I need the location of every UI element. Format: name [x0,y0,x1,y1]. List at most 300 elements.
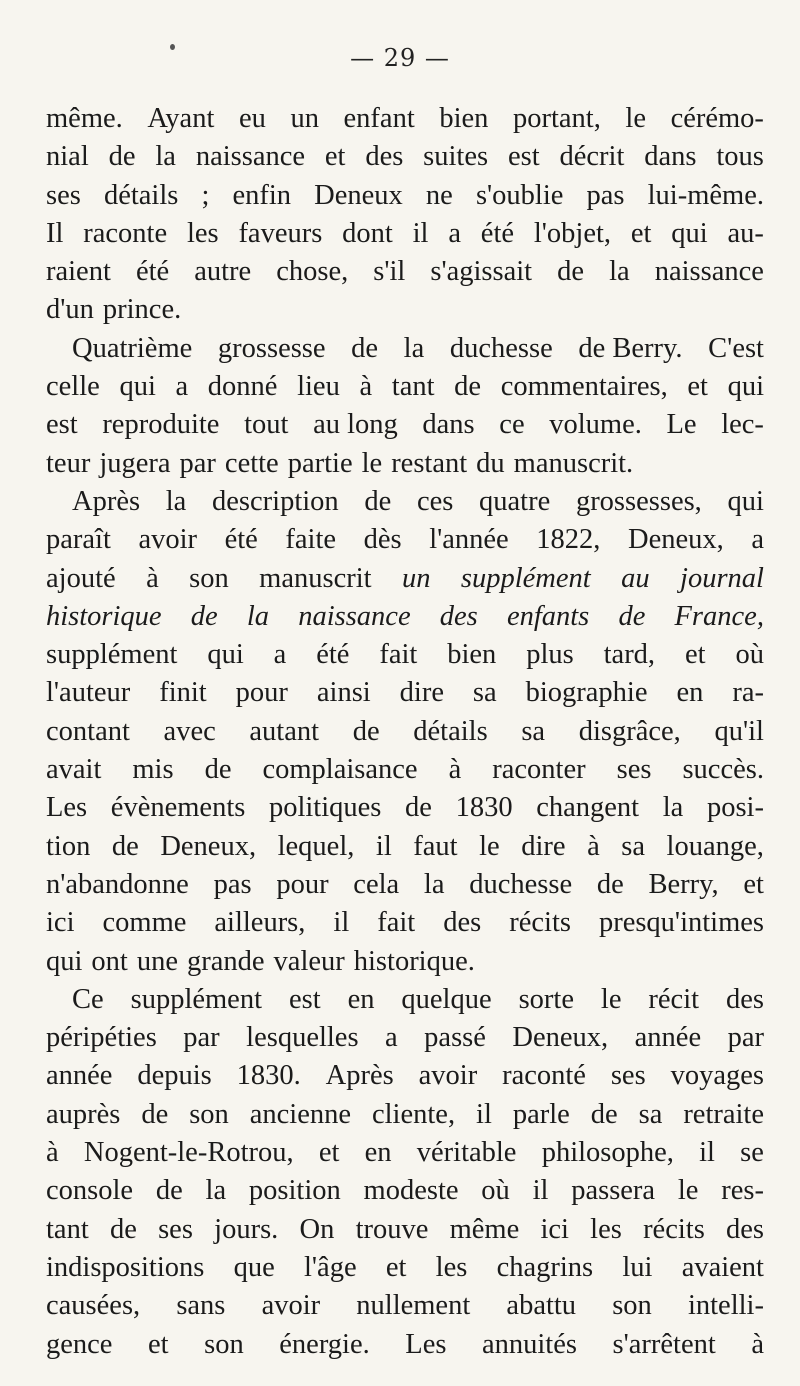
word: console [46,1175,134,1207]
word: qui [207,639,244,671]
text-line [46,1096,764,1134]
word: faut [413,830,458,862]
word: de [351,332,379,364]
word: naissance [654,256,764,288]
text-line [46,1326,764,1364]
text-line [46,368,764,406]
word: reproduite [102,409,220,441]
word: dire [521,830,566,862]
text-line [46,406,764,444]
word: fait [377,907,416,939]
word: sa [472,677,497,709]
word: ses [610,1060,646,1092]
word: donné [207,371,278,403]
word: de [364,485,392,517]
word: avoir [261,1290,321,1322]
word: de [352,715,380,747]
word: détails [103,179,179,211]
word: Nogent-le-Rotrou, [83,1137,294,1169]
word: les [435,1251,468,1283]
word: pas [586,179,625,211]
word: autant [249,715,320,747]
text-line [46,866,764,904]
word: des [365,141,404,173]
word: un [290,103,319,134]
word: où [481,1175,510,1207]
word: le [361,447,383,479]
word: quatre [479,485,551,517]
word: complaisance [262,754,418,786]
word: année [46,1060,113,1092]
word: grossesse [217,332,326,364]
word: a [448,217,461,249]
word: commentaires, [500,371,668,403]
word: manuscrit. [513,447,634,479]
word: Les [405,1328,447,1360]
word: la [662,792,684,824]
word: se [740,1137,764,1169]
word: des [726,1213,764,1245]
word: duchesse [449,332,553,364]
word: a [273,639,287,671]
word: et [630,217,652,249]
word: la [403,332,425,364]
word: d'un [46,294,94,326]
text-line [46,713,764,751]
text-line [46,291,764,329]
word: véritable [416,1137,517,1169]
word: naissance [298,600,411,632]
word: nial [46,141,89,173]
word: des [443,907,482,939]
word: s'arrêtent [612,1328,716,1360]
word: enfant [343,103,415,134]
word: celle [46,371,100,403]
word: qui [119,371,156,403]
word: auprès [46,1098,121,1130]
word: politiques [268,792,382,824]
word: sa [521,715,546,747]
word: voyages [670,1060,764,1092]
word: raconté [502,1060,586,1092]
word: Après [72,485,141,517]
word: les [186,217,219,249]
word: de [190,600,218,632]
word: et [684,639,706,671]
text-line [46,215,764,253]
word: a [385,1022,398,1054]
word: chose, [276,256,349,288]
word: dont [342,217,393,249]
word: passera [571,1175,656,1207]
word: Le [666,409,697,441]
word: lui [622,1251,653,1283]
word: de Berry. [578,332,683,364]
text-line [46,751,764,789]
text-line [46,138,764,176]
text-line [46,981,764,1019]
word: par [179,447,216,479]
word: fait [379,639,418,671]
word: récit [648,983,700,1015]
word: à [587,830,600,862]
word: de [111,830,139,862]
word: des [726,983,764,1015]
text-line [46,636,764,674]
word: a [751,524,764,556]
word: valeur [273,945,345,977]
word: été [316,639,350,671]
word: ses [46,179,81,211]
word: C'est [708,332,764,364]
word: paraît [46,524,111,556]
word: pas [213,868,252,900]
word: il [476,1098,492,1130]
word: causées, [46,1290,141,1322]
word: du [476,447,505,479]
word: ajouté [46,562,116,594]
word: à [359,371,373,403]
word: de [141,1098,169,1130]
text-line [46,1172,764,1210]
word: portant, [512,103,601,134]
word: dans [422,409,475,441]
word: l'objet, [533,217,612,249]
word: il [699,1137,715,1169]
word: la [155,141,176,173]
text-line [46,1211,764,1249]
word: jugera [99,447,171,479]
word: même [449,1213,520,1245]
word: pour [276,868,329,900]
word: bien [447,639,497,671]
word: quelque [401,983,492,1015]
word: l'auteur [46,677,131,709]
word: sa [621,830,646,862]
word: Ayant [147,103,215,134]
word: 1830 [455,792,513,824]
word: avec [163,715,216,747]
word: posi- [706,792,764,824]
word: enfin [232,179,292,211]
word: intelli- [687,1290,764,1322]
word: à [448,754,462,786]
text-line [46,521,764,559]
word: position [248,1175,341,1207]
word: décrit [559,141,625,173]
word: comme [102,907,187,939]
word: qui [727,485,764,517]
word: son [204,1328,244,1360]
word: de [590,1098,618,1130]
word: de [108,141,136,173]
word: tion [46,830,91,862]
word: il [333,907,350,939]
word: Ce [72,983,104,1015]
word: lieu [297,371,340,403]
word: tout [244,409,289,441]
word: lui-même. [647,179,764,211]
text-line [46,177,764,215]
word: gence [46,1328,113,1360]
word: de [405,792,432,824]
word: ont [91,945,128,977]
word: res- [721,1175,764,1207]
word: ancienne [249,1098,352,1130]
word: trouve [355,1213,429,1245]
text-line [46,1249,764,1287]
word: la [246,600,270,632]
word: de [109,1213,137,1245]
text-line [46,904,764,942]
word: journal [680,562,764,594]
word: abattu [506,1290,577,1322]
word: Deneux [314,179,403,211]
word: est [507,141,540,173]
word: au- [727,217,764,249]
word: avait [46,754,102,786]
word: supplément [460,562,591,594]
word: disgrâce, [578,715,681,747]
word: suites [423,141,489,173]
word: au long [313,409,398,441]
text-line [46,1019,764,1057]
word: Quatrième [72,332,193,364]
word: détails [413,715,488,747]
word: raconte [83,217,168,249]
word: raient [46,256,111,288]
word: cérémo- [670,103,764,134]
word: ne [425,179,453,211]
word: où [735,639,764,671]
word: 1822, [536,524,601,556]
text-line [46,674,764,712]
word: tard, [603,639,656,671]
word: enfants [506,600,590,632]
text-line [46,330,764,368]
word: nullement [356,1290,471,1322]
word: ; [201,179,210,211]
word: s'il [373,256,406,288]
word: n'abandonne [46,868,189,900]
word: l'année [429,524,509,556]
word: et [318,1137,340,1169]
word: il [375,830,392,862]
word: de [557,256,585,288]
word: à [146,562,159,594]
word: succès. [682,754,764,786]
word: une [136,945,178,977]
word: son [189,562,229,594]
word: un [401,562,431,594]
word: il [532,1175,549,1207]
word: il [412,217,429,249]
word: ses [158,1213,193,1245]
word: faite [285,524,337,556]
word: mis [132,754,174,786]
word: et [743,868,764,900]
word: indispositions [46,1251,205,1283]
word: et [385,1251,407,1283]
word: dire [399,677,444,709]
word: autre [194,256,252,288]
word: au [621,562,650,594]
word: est [46,409,78,441]
word: retraite [683,1098,764,1130]
body-text [46,100,764,1364]
word: le [479,830,500,862]
word: son [189,1098,229,1130]
word: faveurs [238,217,323,249]
text-line [46,445,764,483]
word: restant [391,447,468,479]
word: eu [238,103,266,134]
word: tant [46,1213,89,1245]
word: contant [46,715,130,747]
word: l'âge [304,1251,357,1283]
text-line [46,560,764,598]
word: de [454,371,482,403]
word: tous [716,141,764,173]
word: même. [46,103,123,134]
word: supplément [130,983,263,1015]
word: le [600,983,622,1015]
word: jours. [214,1213,279,1245]
word: la [423,868,445,900]
word: plus [526,639,574,671]
word: tant [391,371,435,403]
word: Après [325,1060,394,1092]
word: à [46,1137,59,1169]
word: de [204,754,232,786]
text-line [46,789,764,827]
word: lec- [721,409,764,441]
word: presqu'intimes [598,907,764,939]
word: Berry, [648,868,719,900]
word: changent [536,792,640,824]
word: modeste [363,1175,459,1207]
word: été [224,524,258,556]
word: grossesses, [575,485,702,517]
word: ailleurs, [214,907,306,939]
word: des [439,600,478,632]
word: sans [176,1290,226,1322]
word: partie [287,447,353,479]
word: philosophe, [541,1137,674,1169]
word: s'oublie [475,179,564,211]
word: naissance [195,141,306,173]
text-line [46,100,764,138]
word: ses [616,754,652,786]
word: cela [353,868,400,900]
word: Il [46,217,64,249]
word: historique [46,600,162,632]
text-line [46,943,764,981]
word: le [677,1175,699,1207]
word: s'agissait [430,256,533,288]
word: France, [674,600,764,632]
text-line [46,598,764,636]
word: en [364,1137,392,1169]
word: sorte [518,983,574,1015]
word: a [175,371,189,403]
word: la [609,256,630,288]
word: lequel, [277,830,355,862]
word: ra- [732,677,764,709]
word: par [183,1022,220,1054]
word: annuités [481,1328,577,1360]
word: son [612,1290,652,1322]
word: description [212,485,339,517]
word: ici [46,907,75,939]
word: volume. [549,409,642,441]
word: et [148,1328,169,1360]
word: supplément [46,639,178,671]
page-number: — 29 — [350,44,450,72]
word: de [155,1175,183,1207]
word: de [596,868,624,900]
word: Deneux, [160,830,257,862]
word: bien [439,103,489,134]
word: depuis [137,1060,212,1092]
word: raconter [492,754,586,786]
word: teur [46,447,91,479]
word: la [165,485,187,517]
word: passé [424,1022,486,1054]
text-line [46,1287,764,1325]
word: en [676,677,704,709]
word: manuscrit [259,562,372,594]
word: On [299,1213,335,1245]
word: chagrins [496,1251,594,1283]
word: que [233,1251,275,1283]
word: louange, [666,830,764,862]
word: grande [187,945,265,977]
text-line [46,1057,764,1095]
word: qui [671,217,708,249]
word: 1830. [236,1060,301,1092]
word: historique. [353,945,475,977]
word: le [625,103,646,134]
word: finit [159,677,207,709]
word: ces [416,485,454,517]
word: prince. [102,294,182,326]
word: Deneux, [512,1022,609,1054]
word: de [618,600,646,632]
word: lesquelles [246,1022,359,1054]
word: avaient [681,1251,764,1283]
word: récits [509,907,571,939]
text-line [46,253,764,291]
word: est [288,983,321,1015]
word: duchesse [469,868,573,900]
word: sa [638,1098,663,1130]
word: à [751,1328,764,1360]
word: qu'il [714,715,764,747]
word: ce [499,409,525,441]
word: évènements [110,792,246,824]
word: ainsi [316,677,371,709]
word: été [480,217,515,249]
word: énergie. [279,1328,370,1360]
word: qui [46,945,83,977]
word: les [590,1213,622,1245]
word: Les [46,792,88,824]
word: récits [643,1213,705,1245]
text-line [46,828,764,866]
word: par [727,1022,764,1054]
word: qui [727,371,764,403]
